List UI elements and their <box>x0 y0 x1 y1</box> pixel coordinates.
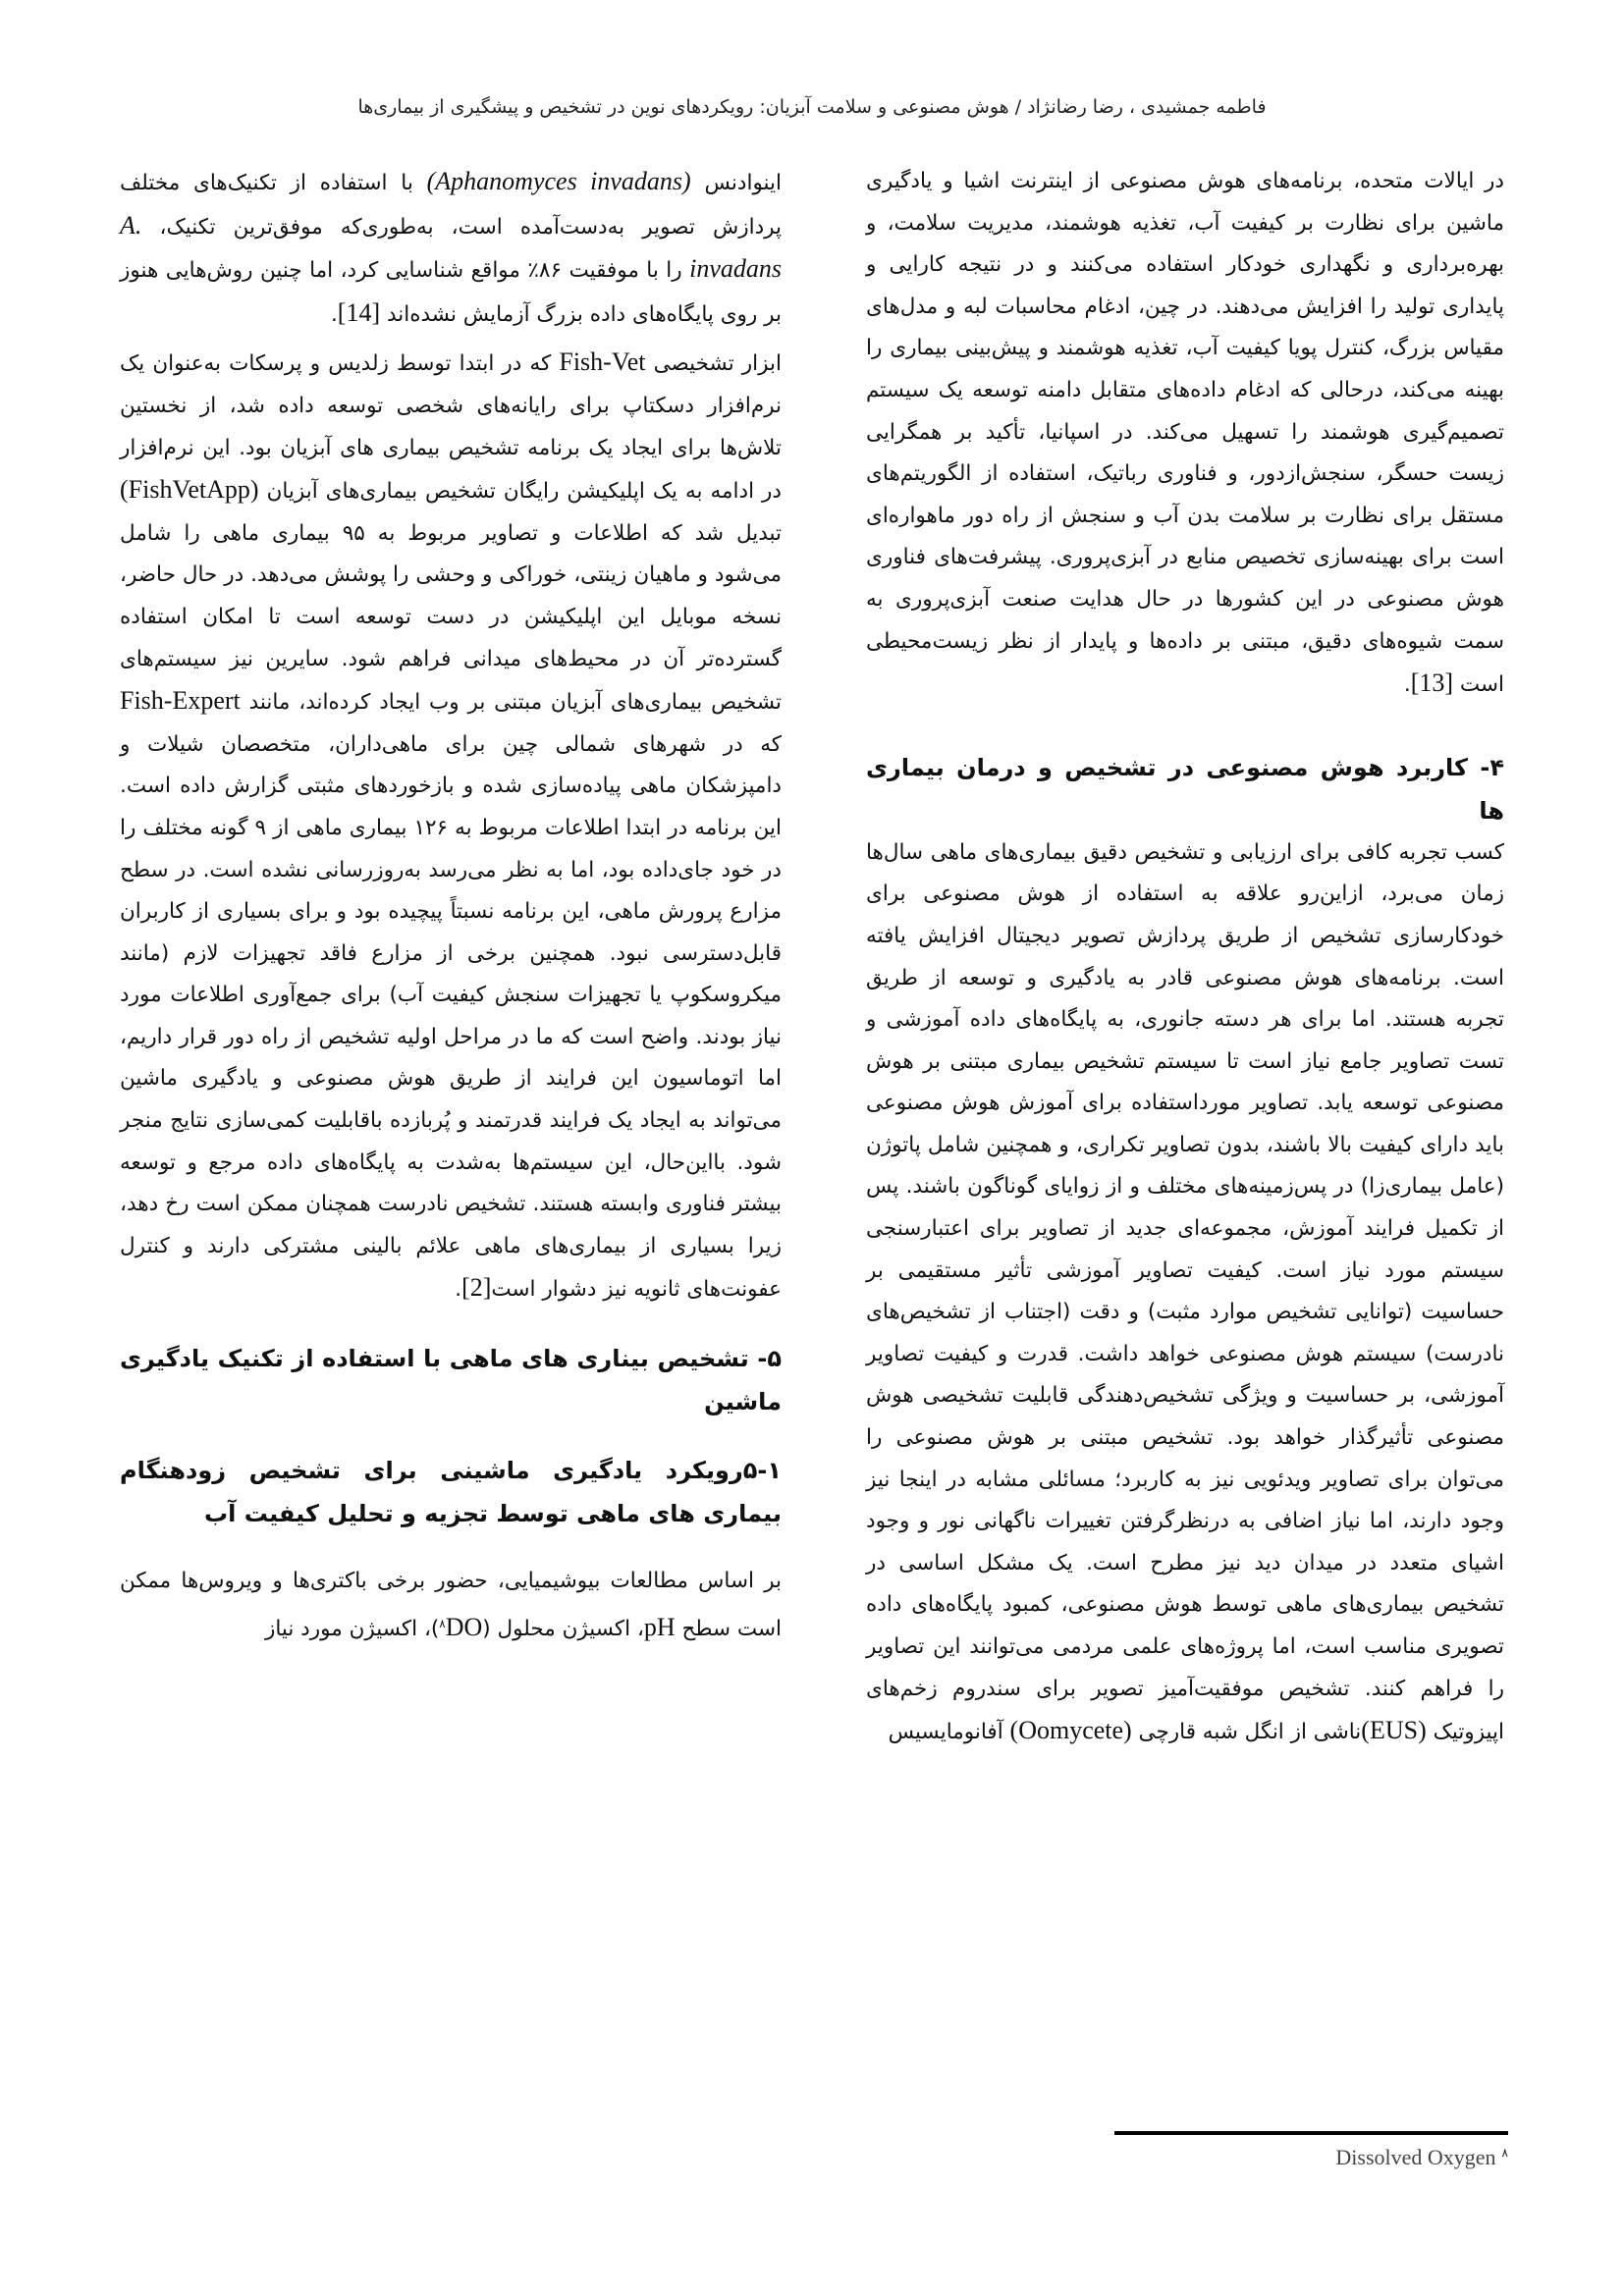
spacer <box>120 1423 782 1449</box>
citation: [2] <box>461 1273 492 1303</box>
paragraph-text: آفانومایسیس <box>888 1720 1003 1745</box>
paragraph-aphanomyces <box>120 161 782 336</box>
right-column <box>866 161 1504 1754</box>
footnote-mark[interactable]: ۸ <box>439 1616 446 1630</box>
paragraph-text: تبدیل شد که اطلاعات و تصاویر مربوط به ۹۵ بیماری ماهی را شامل می‌شود و ماهیان زینتی، خوراکی و وحشی را پوشش می‌دهد. در حال حاضر، نسخه موبایل این اپلیکیشن در دست توسعه است تا امکان استفاده گسترده‌تر آن در محیط‌های میدانی فراهم شود. سایرین نیز سیستم‌های تشخیص بیماری‌های آبزیان مبتنی بر وب ایجاد کرده‌اند، مانند <box>120 520 783 716</box>
citation: [13] <box>1410 668 1454 698</box>
tool-fish-vet: Fish-Vet <box>559 347 646 377</box>
running-header: فاطمه جمشیدی ، رضا رضانژاد / هوش مصنوعی و سلامت آبزیان: رویکردهای نوین در تشخیص و پیشگیری از بیماری‌ها <box>357 96 1267 118</box>
spacer <box>866 707 1504 746</box>
paragraph-text: بر اساس مطالعات بیوشیمیایی، حضور برخی باکتری‌ها و ویروس‌ها ممکن است سطح <box>120 1569 782 1641</box>
paragraph-text: اینوادنس <box>704 171 782 195</box>
paragraph-ai-diagnosis <box>866 832 1504 1754</box>
tool-fish-expert: Fish-Expert <box>120 686 241 716</box>
paragraph-end: . <box>455 1277 462 1303</box>
paragraph-text: ، اکسیژن محلول ( <box>482 1616 644 1641</box>
section-5-1-heading: ۵-۱رویکرد یادگیری ماشینی برای تشخیص زودهنگام بیماری های ماهی توسط تجزیه و تحلیل کیفیت آب <box>120 1457 782 1528</box>
section-4-heading: ۴- کاربرد هوش مصنوعی در تشخیص و درمان بیماری ها <box>866 753 1504 825</box>
paragraph-text: ناشی از انگل شبه قارچی <box>1138 1720 1362 1745</box>
paragraph-ai-countries <box>866 161 1504 707</box>
paragraph-text: )، اکسیژن مورد نیاز <box>264 1616 440 1641</box>
footnote-divider <box>1114 2131 1508 2135</box>
term-oomycete: (Oomycete) <box>1009 1716 1132 1745</box>
paragraph-text: که در شهرهای شمالی چین برای ماهی‌داران، متخصصان شیلات و دامپزشکان ماهی پیاده‌سازی شده و بازخوردهای مثبتی گزارش داده است. این برنامه در ابتدا اطلاعات مربوط به ۱۲۶ بیماری ماهی از ۹ گونه مختلف را در خود جای‌داده بود، اما به نظر می‌رسد به‌روزرسانی نشده است. در سطح مزارع پرورش ماهی، این برنامه نسبتاً پیچیده بود و برای بسیاری از کاربران قابل‌دسترسی نبود. همچنین برخی از مزارع فاقد تجهیزات لازم (مانند میکروسکوپ یا تجهیزات سنجش کیفیت آب) برای جمع‌آوری اطلاعات مورد نیاز بودند. واضح است که ما در مراحل اولیه تشخیص از راه دور قرار داریم، اما اتوماسیون این فرایند از طریق هوش مصنوعی و یادگیری ماشین می‌تواند به ایجاد یک فرایند قدرتمند و پُربازده باقابلیت کمی‌سازی نتایج منجر شود. بااین‌حال، این سیستم‌ها به‌شدت به پایگاه‌های داده مرجع و توسعه بیشتر فناوری وابسته هستند. تشخیص نادرست همچنان ممکن است رخ دهد، زیرا بسیاری از بیماری‌های ماهی علائم بالینی مشترکی دارند و کنترل عفونت‌های ثانویه نیز دشوار است <box>120 731 782 1303</box>
footnote-text: Dissolved Oxygen <box>1335 2145 1496 2169</box>
section-5-heading: ۵- تشخیص بیناری های ماهی با استفاده از تکنیک یادگیری ماشین <box>120 1345 782 1416</box>
paragraph-fishvet <box>120 342 782 1311</box>
tool-fishvetapp: (FishVetApp) <box>120 475 259 505</box>
abbr-do: DO <box>445 1612 483 1641</box>
species-abbr: A. invadans <box>120 210 782 284</box>
term-ph: pH <box>643 1612 676 1641</box>
footnote-number: ۸ <box>1501 2145 1508 2160</box>
species-name: (Aphanomyces invadans) <box>426 167 691 195</box>
paragraph-end: . <box>1403 672 1411 698</box>
paragraph-text: در ایالات متحده، برنامه‌های هوش مصنوعی از اینترنت اشیا و یادگیری ماشین برای نظارت بر کیفیت آب، تغذیه هوشمند، مدیریت سلامت، و بهره‌برداری و نگهداری خودکار استفاده می‌کنند و در نتیجه کارایی و پایداری تولید را افزایش می‌دهند. در چین، ادغام محاسبات لبه و مدل‌های مقیاس بزرگ، کنترل پویا کیفیت آب، تغذیه هوشمند و پیش‌بینی بیماری را بهینه می‌کند، درحالی که ادغام داده‌های متقابل دامنه توسعه یک سیستم تصمیم‌گیری هوشمند را تسهیل می‌کند. در اسپانیا، تأکید بر همگرایی زیست حسگر، سنجش‌ازدور، و فناوری رباتیک، استفاده از الگوریتم‌های مستقل برای نظارت بر سلامت بدن آب و سنجش از راه دور ماهواره‌ای است برای بهینه‌سازی تخصیص منابع در آبزی‌پروری. پیشرفت‌های فناوری هوش مصنوعی در این کشورها در حال هدایت صنعت آبزی‌پروری به سمت شیوه‌های دقیق، مبتنی بر داده‌ها و پایدار از نظر زیست‌محیطی است <box>866 169 1504 698</box>
spacer <box>120 1535 782 1561</box>
paragraph-text: که در ابتدا توسط زلدیس و پرسکات به‌عنوان یک نرم‌افزار دسکتاپ برای رایانه‌های شخصی توسعه داده شد، از نخستین تلاش‌ها برای ایجاد یک برنامه تشخیص بیماری های آبزیان بود. این نرم‌افزار در ادامه به یک اپلیکیشن رایگان تشخیص بیماری‌های آبزیان <box>120 351 782 505</box>
paragraph-water-quality <box>120 1561 782 1650</box>
paragraph-end: . <box>330 301 338 327</box>
abbr-eus: (EUS) <box>1361 1716 1427 1745</box>
paragraph-text: با استفاده از تکنیک‌های مختلف پردازش تصویر به‌دست‌آمده است، به‌طوری‌که موفق‌ترین تکنیک، <box>120 171 782 240</box>
paragraph-text: را با موفقیت ۸۶٪ مواقع شناسایی کرد، اما چنین روش‌هایی هنوز بر روی پایگاه‌های داده بزرگ آزمایش نشده‌اند <box>120 258 782 327</box>
paragraph-text: کسب تجربه کافی برای ارزیابی و تشخیص دقیق بیماری‌های ماهی سال‌ها زمان می‌برد، ازاین‌رو علاقه به استفاده از هوش مصنوعی برای خودکارسازی تشخیص از طریق پردازش تصویر دیجیتال افزایش یافته است. برنامه‌های هوش مصنوعی قادر به یادگیری و توسعه از طریق تجربه هستند. اما برای هر دسته جانوری، به پایگاه‌های داده آموزشی و تست تصاویر جامع نیاز است تا سیستم تشخیص بیماری مبتنی بر هوش مصنوعی توسعه یابد. تصاویر مورداستفاده برای آموزش هوش مصنوعی باید دارای کیفیت بالا باشند، بدون تصاویر تکراری، و همچنین شامل پاتوژن (عامل بیماری‌زا) در پس‌زمینه‌های مختلف و از زوایای گوناگون باشند. پس از تکمیل فرایند آموزش، مجموعه‌ای جدید از تصاویر برای اعتبارسنجی سیستم مورد نیاز است. کیفیت تصاویر آموزشی تأثیر مستقیمی بر حساسیت (توانایی تشخیص موارد مثبت) و دقت (اجتناب از تشخیص‌های نادرست) سیستم هوش مصنوعی خواهد داشت. قدرت و کیفیت تصاویر آموزشی، بر حساسیت و ویژگی تشخیص‌دهندگی قابلیت تشخیصی هوش مصنوعی تأثیرگذار خواهد بود. تشخیص مبتنی بر هوش مصنوعی را می‌توان برای تصاویر ویدئویی نیز به کاربرد؛ مسائلی مشابه در اینجا نیز وجود دارند، اما نیاز اضافی به درنظرگرفتن تغییرات ناگهانی نور و وجود اشیای متعدد در میدان دید نیز مطرح است. یک مشکل اساسی در تشخیص بیماری‌های ماهی توسط هوش مصنوعی، کمبود پایگاه‌های داده تصویری مناسب است، اما پروژه‌های علمی مردمی می‌توانند این تصاویر را فراهم کنند. تشخیص موفقیت‌آمیز تصویر برای سندروم زخم‌های اپیزوتیک <box>866 839 1504 1745</box>
spacer <box>120 1311 782 1337</box>
left-column <box>120 161 782 1650</box>
paragraph-text: ابزار تشخیصی <box>653 351 782 377</box>
footnote <box>1080 2145 1508 2170</box>
citation: [14] <box>337 297 381 327</box>
